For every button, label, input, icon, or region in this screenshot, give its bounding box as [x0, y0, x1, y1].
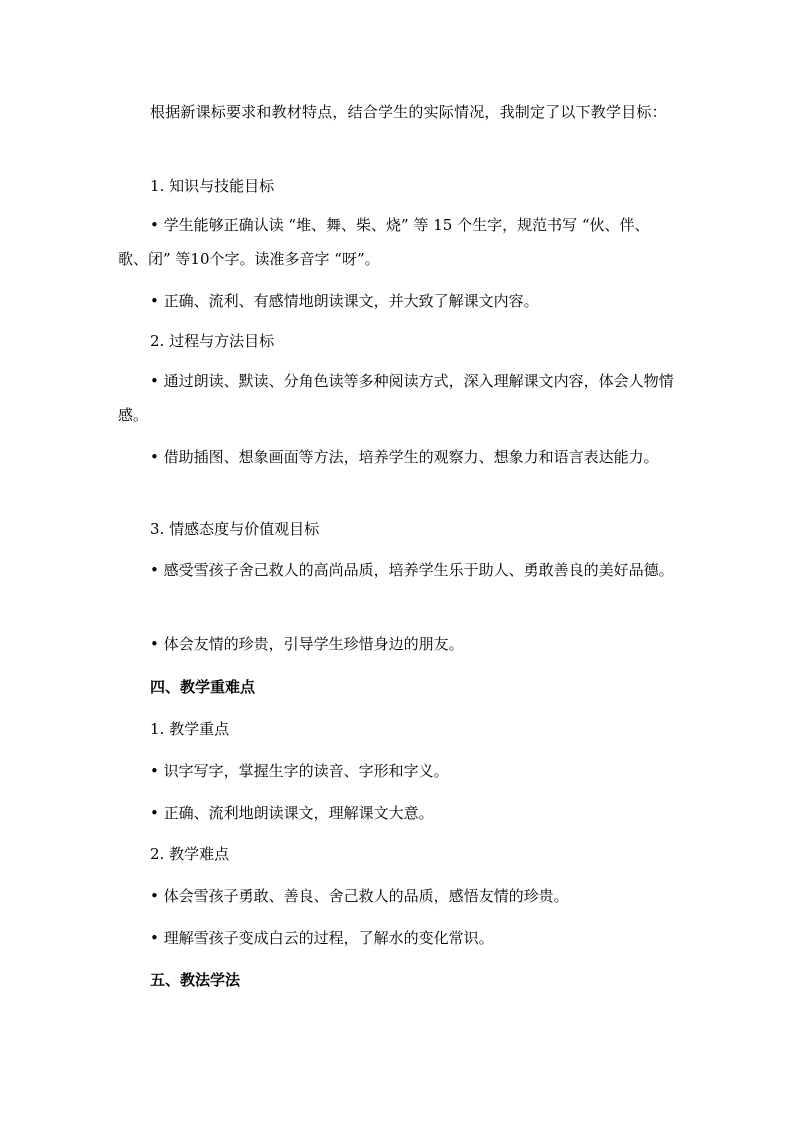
section-4-heading: 四、教学重难点 [150, 678, 256, 696]
goal2-title: 2. 过程与方法目标 [150, 332, 275, 350]
section-5-heading: 五、教法学法 [150, 971, 241, 989]
goal1-title: 1. 知识与技能目标 [150, 177, 275, 195]
intro-paragraph: 根据新课标要求和教材特点，结合学生的实际情况，我制定了以下教学目标： [150, 103, 667, 121]
goal3-bullet-1: • 感受雪孩子舍己救人的高尚品质，培养学生乐于助人、勇敢善良的美好品德。 [150, 561, 674, 579]
goal2-bullet-1: • 通过朗读、默读、分角色读等多种阅读方式，深入理解课文内容，体会人物情感。 [118, 372, 674, 424]
difficult-points-bullet-2: • 理解雪孩子变成白云的过程，了解水的变化常识。 [150, 929, 494, 947]
key-points-title: 1. 教学重点 [150, 720, 230, 738]
goal3-bullet-2: • 体会友情的珍贵，引导学生珍惜身边的朋友。 [150, 635, 464, 653]
goal2-bullet-2: • 借助插图、想象画面等方法，培养学生的观察力、想象力和语言表达能力。 [150, 448, 659, 466]
difficult-points-title: 2. 教学难点 [150, 845, 230, 863]
difficult-points-bullet-1: • 体会雪孩子勇敢、善良、舍己救人的品质，感悟友情的珍贵。 [150, 887, 569, 905]
key-points-bullet-1: • 识字写字，掌握生字的读音、字形和字义。 [150, 762, 449, 780]
goal3-title: 3. 情感态度与价值观目标 [150, 520, 320, 538]
goal1-bullet-2: • 正确、流利、有感情地朗读课文，并大致了解课文内容。 [150, 292, 539, 310]
key-points-bullet-2: • 正确、流利地朗读课文，理解课文大意。 [150, 804, 434, 822]
goal1-bullet-1: • 学生能够正确认读 “堆、舞、柴、烧” 等 15 个生字，规范书写 “伙、伴、歌、闭” 等10个字。读准多音字 “呀”。 [118, 216, 650, 268]
